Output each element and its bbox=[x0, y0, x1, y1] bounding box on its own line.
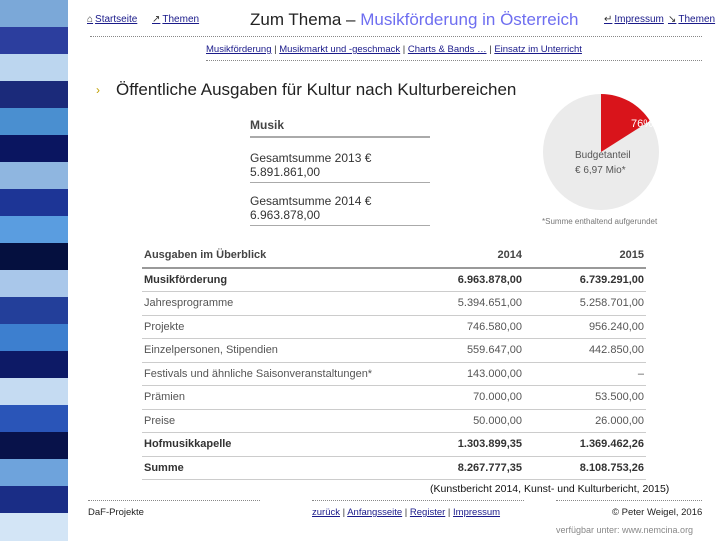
strip-block bbox=[0, 189, 68, 217]
table-row bbox=[142, 292, 646, 316]
table-cell-label: Einzelpersonen, Stipendien bbox=[142, 339, 400, 363]
table-cell-v2015: 5.258.701,00 bbox=[526, 292, 646, 316]
table-cell-v2014: 8.267.777,35 bbox=[400, 456, 526, 480]
strip-block bbox=[0, 432, 68, 460]
musik-box-title: Musik bbox=[250, 118, 430, 138]
subnav-separator: | bbox=[271, 44, 280, 55]
table-row bbox=[142, 315, 646, 339]
overview-header-cell: 2014 bbox=[400, 244, 526, 268]
pie-footnote: *Summe enthaltend aufgerundet bbox=[542, 217, 658, 226]
footer-divider-left bbox=[88, 500, 260, 501]
table-cell-label: Jahresprogramme bbox=[142, 292, 400, 316]
table-cell-label: Projekte bbox=[142, 315, 400, 339]
pie-caption-line1: Budgetanteil bbox=[575, 150, 631, 161]
subnav bbox=[206, 44, 582, 55]
home-link-label[interactable]: Startseite bbox=[95, 14, 138, 25]
strip-block bbox=[0, 486, 68, 514]
table-row bbox=[142, 433, 646, 457]
strip-block bbox=[0, 0, 68, 28]
strip-block bbox=[0, 405, 68, 433]
topics-link-label[interactable]: Themen bbox=[162, 14, 200, 25]
page-title bbox=[250, 10, 579, 30]
page-title-prefix: Zum Thema – bbox=[250, 10, 361, 29]
table-cell-v2014: 50.000,00 bbox=[400, 409, 526, 433]
overview-header-cell: 2015 bbox=[526, 244, 646, 268]
table-cell-v2014: 1.303.899,35 bbox=[400, 433, 526, 457]
topics-right-link-label[interactable]: Themen bbox=[678, 14, 716, 25]
musik-total-2014: Gesamtsumme 2014 € 6.963.878,00 bbox=[250, 191, 430, 226]
table-cell-label: Festivals und ähnliche Saisonveranstaltungen* bbox=[142, 362, 400, 386]
subnav-charts[interactable]: Charts & Bands … bbox=[407, 44, 487, 55]
arrow-icon: ↗ bbox=[152, 14, 161, 25]
table-cell-v2014: 746.580,00 bbox=[400, 315, 526, 339]
impressum-link[interactable] bbox=[604, 14, 664, 25]
topics-right-link[interactable] bbox=[668, 14, 715, 25]
table-cell-label: Prämien bbox=[142, 386, 400, 410]
table-cell-label: Preise bbox=[142, 409, 400, 433]
table-row bbox=[142, 268, 646, 292]
table-cell-v2015: 956.240,00 bbox=[526, 315, 646, 339]
footer-link-impressum[interactable]: Impressum bbox=[453, 507, 501, 518]
pie-percent-label: 76% bbox=[631, 118, 654, 130]
home-icon: ⌂ bbox=[87, 14, 94, 25]
home-link[interactable] bbox=[87, 14, 137, 25]
strip-block bbox=[0, 81, 68, 109]
table-cell-v2015: 8.108.753,26 bbox=[526, 456, 646, 480]
overview-header-cell: Ausgaben im Überblick bbox=[142, 244, 400, 268]
strip-block bbox=[0, 216, 68, 244]
strip-block bbox=[0, 270, 68, 298]
strip-block bbox=[0, 243, 68, 271]
source-citation: (Kunstbericht 2014, Kunst- und Kulturbericht, 2015) bbox=[430, 483, 670, 495]
footer-links: zurück | Anfangsseite | Register | Impressum bbox=[312, 507, 501, 518]
footer-link-back[interactable]: zurück bbox=[312, 507, 340, 518]
footer-link-start[interactable]: Anfangsseite bbox=[347, 507, 403, 518]
subnav-musikmarkt[interactable]: Musikmarkt und -geschmack bbox=[279, 44, 401, 55]
table-cell-v2014: 6.963.878,00 bbox=[400, 268, 526, 292]
footer-divider-right bbox=[556, 500, 702, 501]
arrow-icon: ↘ bbox=[668, 14, 677, 25]
subnav-musikfoerderung[interactable]: Musikförderung bbox=[206, 44, 272, 55]
footer-divider-center bbox=[312, 500, 524, 501]
table-cell-label: Musikförderung bbox=[142, 268, 400, 292]
section-heading-text: Öffentliche Ausgaben für Kultur nach Kulturbereichen bbox=[116, 80, 517, 99]
table-cell-label: Hofmusikkapelle bbox=[142, 433, 400, 457]
subnav-divider bbox=[206, 60, 702, 61]
page-title-accent: Musikförderung in Österreich bbox=[360, 10, 579, 29]
table-cell-label: Summe bbox=[142, 456, 400, 480]
subnav-unterricht[interactable]: Einsatz im Unterricht bbox=[494, 44, 582, 55]
strip-block bbox=[0, 351, 68, 379]
strip-block bbox=[0, 135, 68, 163]
overview-table bbox=[142, 244, 646, 480]
table-cell-v2015: – bbox=[526, 362, 646, 386]
table-cell-v2014: 70.000,00 bbox=[400, 386, 526, 410]
strip-block bbox=[0, 513, 68, 541]
table-row bbox=[142, 456, 646, 480]
table-cell-v2014: 143.000,00 bbox=[400, 362, 526, 386]
strip-block bbox=[0, 459, 68, 487]
table-row bbox=[142, 409, 646, 433]
strip-block bbox=[0, 108, 68, 136]
pie-caption-line2: € 6,97 Mio* bbox=[575, 165, 626, 176]
table-cell-v2015: 1.369.462,26 bbox=[526, 433, 646, 457]
footer-link-register[interactable]: Register bbox=[409, 507, 446, 518]
table-cell-v2015: 53.500,00 bbox=[526, 386, 646, 410]
impressum-link-label[interactable]: Impressum bbox=[614, 14, 664, 25]
overview-header-row bbox=[142, 244, 646, 268]
strip-block bbox=[0, 378, 68, 406]
footer-availability: verfügbar unter: www.nemcina.org bbox=[556, 525, 694, 535]
musik-box bbox=[250, 118, 430, 234]
section-heading bbox=[96, 80, 517, 100]
subnav-separator: | bbox=[400, 44, 408, 55]
topics-link[interactable] bbox=[152, 14, 199, 25]
table-row bbox=[142, 362, 646, 386]
budget-pie bbox=[541, 92, 661, 212]
table-cell-v2015: 26.000,00 bbox=[526, 409, 646, 433]
musik-total-2013: Gesamtsumme 2013 € 5.891.861,00 bbox=[250, 148, 430, 183]
table-cell-v2014: 5.394.651,00 bbox=[400, 292, 526, 316]
footer-credit: © Peter Weigel, 2016 bbox=[612, 507, 703, 518]
decorative-color-strip bbox=[0, 0, 68, 540]
table-row bbox=[142, 339, 646, 363]
subnav-separator: | bbox=[486, 44, 495, 55]
top-divider bbox=[90, 36, 702, 37]
strip-block bbox=[0, 27, 68, 55]
table-cell-v2015: 6.739.291,00 bbox=[526, 268, 646, 292]
strip-block bbox=[0, 54, 68, 82]
chevron-right-icon: › bbox=[96, 83, 100, 97]
strip-block bbox=[0, 324, 68, 352]
table-row bbox=[142, 386, 646, 410]
table-cell-v2015: 442.850,00 bbox=[526, 339, 646, 363]
table-cell-v2014: 559.647,00 bbox=[400, 339, 526, 363]
footer-project: DaF-Projekte bbox=[88, 507, 144, 518]
strip-block bbox=[0, 297, 68, 325]
strip-block bbox=[0, 162, 68, 190]
info-icon: ↵ bbox=[604, 14, 613, 25]
